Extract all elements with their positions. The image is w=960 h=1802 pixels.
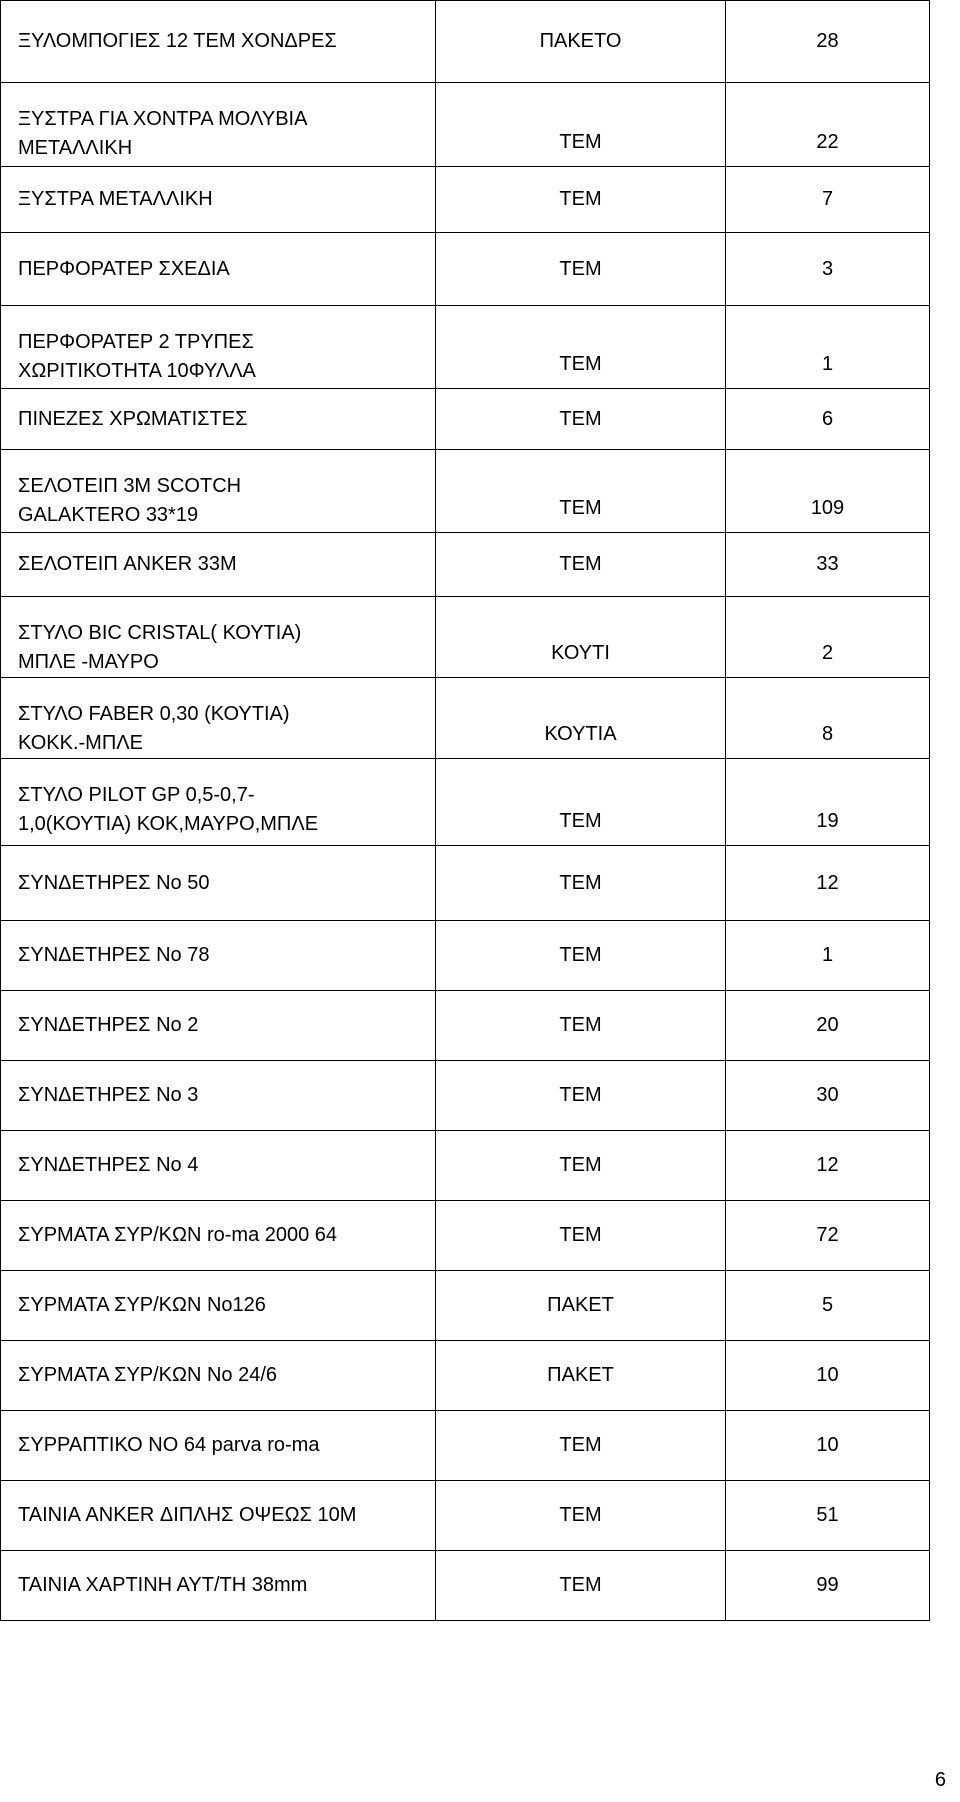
quantity-cell: 1 — [726, 306, 930, 389]
quantity-cell: 5 — [726, 1271, 930, 1341]
quantity-cell: 51 — [726, 1481, 930, 1551]
table-row — [1, 597, 930, 678]
item-name-cell — [1, 306, 436, 389]
quantity-cell: 19 — [726, 759, 930, 846]
item-name-line: ΣΥΝΔΕΤΗΡΕΣ Νο 4 — [18, 1154, 199, 1176]
unit-cell: ΤΕΜ — [436, 233, 726, 306]
unit-cell: ΤΕΜ — [436, 1061, 726, 1131]
unit-cell: ΤΕΜ — [436, 389, 726, 450]
item-name-cell — [1, 1341, 436, 1411]
quantity-cell: 22 — [726, 83, 930, 167]
item-name-line: 1,0(ΚΟΥΤΙΑ) ΚΟΚ,ΜΑΥΡΟ,ΜΠΛΕ — [18, 813, 319, 835]
item-name-cell — [1, 1271, 436, 1341]
unit-cell: ΤΕΜ — [436, 991, 726, 1061]
item-name-line: ΤΑΙΝΙΑ ANKER ΔΙΠΛΗΣ ΟΨΕΩΣ 10Μ — [18, 1504, 357, 1526]
quantity-cell: 28 — [726, 1, 930, 83]
item-name-line: ΣΥΝΔΕΤΗΡΕΣ Νο 2 — [18, 1014, 199, 1036]
table-row — [1, 1061, 930, 1131]
item-name-line: ΧΩΡΙΤΙΚΟΤΗΤΑ 10ΦΥΛΛΑ — [18, 360, 256, 382]
table-row — [1, 846, 930, 921]
item-name-cell — [1, 1131, 436, 1201]
unit-cell: ΠΑΚΕΤ — [436, 1341, 726, 1411]
item-name-line: ΜΕΤΑΛΛΙΚΗ — [18, 137, 133, 159]
item-name-cell — [1, 389, 436, 450]
unit-cell: ΤΕΜ — [436, 450, 726, 533]
quantity-cell: 10 — [726, 1411, 930, 1481]
item-name-line: ΣΥΡΡΑΠΤΙΚΟ ΝΟ 64 parva ro-ma — [18, 1434, 320, 1456]
item-name-cell — [1, 1, 436, 83]
unit-cell: ΤΕΜ — [436, 846, 726, 921]
item-name-cell — [1, 678, 436, 759]
quantity-cell: 12 — [726, 846, 930, 921]
item-name-cell — [1, 597, 436, 678]
table-row — [1, 1481, 930, 1551]
quantity-cell: 72 — [726, 1201, 930, 1271]
item-name-cell — [1, 533, 436, 597]
unit-cell: ΚΟΥΤΙΑ — [436, 678, 726, 759]
quantity-cell: 3 — [726, 233, 930, 306]
item-name-line: ΞΥΣΤΡΑ ΓΙΑ ΧΟΝΤΡΑ ΜΟΛΥΒΙΑ — [18, 108, 308, 130]
quantity-cell: 33 — [726, 533, 930, 597]
item-name-cell — [1, 759, 436, 846]
item-name-line: ΤΑΙΝΙΑ ΧΑΡΤΙΝΗ ΑΥΤ/ΤΗ 38mm — [18, 1574, 308, 1596]
unit-cell: ΤΕΜ — [436, 1131, 726, 1201]
item-name-line: ΠΕΡΦΟΡΑΤΕΡ 2 ΤΡΥΠΕΣ — [18, 331, 254, 353]
table-row — [1, 389, 930, 450]
quantity-cell: 10 — [726, 1341, 930, 1411]
unit-cell: ΤΕΜ — [436, 83, 726, 167]
item-name-line: ΞΥΛΟΜΠΟΓΙΕΣ 12 ΤΕΜ ΧΟΝΔΡΕΣ — [18, 30, 337, 52]
table-row — [1, 1131, 930, 1201]
table-row — [1, 678, 930, 759]
item-name-line: ΣΥΡΜΑΤΑ ΣΥΡ/ΚΩΝ Νο126 — [18, 1294, 266, 1316]
item-name-cell — [1, 1551, 436, 1621]
item-name-cell — [1, 1061, 436, 1131]
item-name-cell — [1, 233, 436, 306]
item-name-line: ΣΥΝΔΕΤΗΡΕΣ Νο 78 — [18, 944, 210, 966]
quantity-cell: 30 — [726, 1061, 930, 1131]
item-name-cell — [1, 167, 436, 233]
item-name-line: ΣΥΝΔΕΤΗΡΕΣ Νο 50 — [18, 871, 210, 894]
item-name-line: ΣΕΛΟΤΕΙΠ ANKER 33M — [18, 553, 237, 575]
table-row — [1, 921, 930, 991]
item-name-line: ΣΤΥΛΟ FABER 0,30 (ΚΟΥΤΙΑ) — [18, 703, 290, 725]
unit-cell: ΤΕΜ — [436, 167, 726, 233]
item-name-line: GALAKTERO 33*19 — [18, 504, 199, 526]
unit-cell: ΤΕΜ — [436, 306, 726, 389]
table-row — [1, 533, 930, 597]
item-name-cell — [1, 991, 436, 1061]
item-name-line: ΣΤΥΛΟ BIC CRISTAL( ΚΟΥΤΙΑ) — [18, 622, 302, 644]
page-number: 6 — [934, 1769, 946, 1791]
item-name-line: ΣΥΝΔΕΤΗΡΕΣ Νο 3 — [18, 1084, 199, 1106]
items-table-body — [1, 1, 930, 1621]
quantity-cell: 109 — [726, 450, 930, 533]
unit-cell: ΤΕΜ — [436, 921, 726, 991]
table-row — [1, 1411, 930, 1481]
item-name-line: ΣΥΡΜΑΤΑ ΣΥΡ/ΚΩΝ ro-ma 2000 64 — [18, 1224, 338, 1246]
item-name-line: ΞΥΣΤΡΑ ΜΕΤΑΛΛΙΚΗ — [18, 188, 213, 210]
item-name-cell — [1, 1481, 436, 1551]
unit-cell: ΤΕΜ — [436, 1411, 726, 1481]
unit-cell: ΠΑΚΕΤ — [436, 1271, 726, 1341]
item-name-line: ΠΙΝΕΖΕΣ ΧΡΩΜΑΤΙΣΤΕΣ — [18, 407, 248, 430]
item-name-line: ΣΥΡΜΑΤΑ ΣΥΡ/ΚΩΝ Νο 24/6 — [18, 1364, 278, 1386]
quantity-cell: 6 — [726, 389, 930, 450]
table-row — [1, 306, 930, 389]
quantity-cell: 1 — [726, 921, 930, 991]
unit-cell: ΤΕΜ — [436, 1201, 726, 1271]
item-name-line: ΣΤΥΛΟ PILOT GP 0,5-0,7- — [18, 784, 255, 806]
unit-cell: ΤΕΜ — [436, 1481, 726, 1551]
item-name-line: ΣΕΛΟΤΕΙΠ 3Μ SCOTCH — [18, 475, 242, 497]
table-row — [1, 233, 930, 306]
item-name-cell — [1, 83, 436, 167]
quantity-cell: 12 — [726, 1131, 930, 1201]
table-row — [1, 991, 930, 1061]
item-name-line: ΠΕΡΦΟΡΑΤΕΡ ΣΧΕΔΙΑ — [18, 257, 230, 280]
table-row — [1, 1, 930, 83]
item-name-cell — [1, 846, 436, 921]
table-row — [1, 1201, 930, 1271]
item-name-cell — [1, 1411, 436, 1481]
item-name-cell — [1, 921, 436, 991]
table-row — [1, 450, 930, 533]
table-row — [1, 83, 930, 167]
item-name-cell — [1, 1201, 436, 1271]
item-name-line: ΜΠΛΕ -ΜΑΥΡΟ — [18, 651, 159, 673]
table-row — [1, 1341, 930, 1411]
quantity-cell: 20 — [726, 991, 930, 1061]
unit-cell: ΚΟΥΤΙ — [436, 597, 726, 678]
quantity-cell: 2 — [726, 597, 930, 678]
item-name-cell — [1, 450, 436, 533]
table-row — [1, 759, 930, 846]
unit-cell: ΤΕΜ — [436, 533, 726, 597]
table-row — [1, 1271, 930, 1341]
table-row — [1, 1551, 930, 1621]
unit-cell: ΤΕΜ — [436, 1551, 726, 1621]
quantity-cell: 8 — [726, 678, 930, 759]
quantity-cell: 99 — [726, 1551, 930, 1621]
item-name-line: ΚΟΚΚ.-ΜΠΛΕ — [18, 732, 143, 754]
quantity-cell: 7 — [726, 167, 930, 233]
table-row — [1, 167, 930, 233]
unit-cell: ΠΑΚΕΤΟ — [436, 1, 726, 83]
unit-cell: ΤΕΜ — [436, 759, 726, 846]
